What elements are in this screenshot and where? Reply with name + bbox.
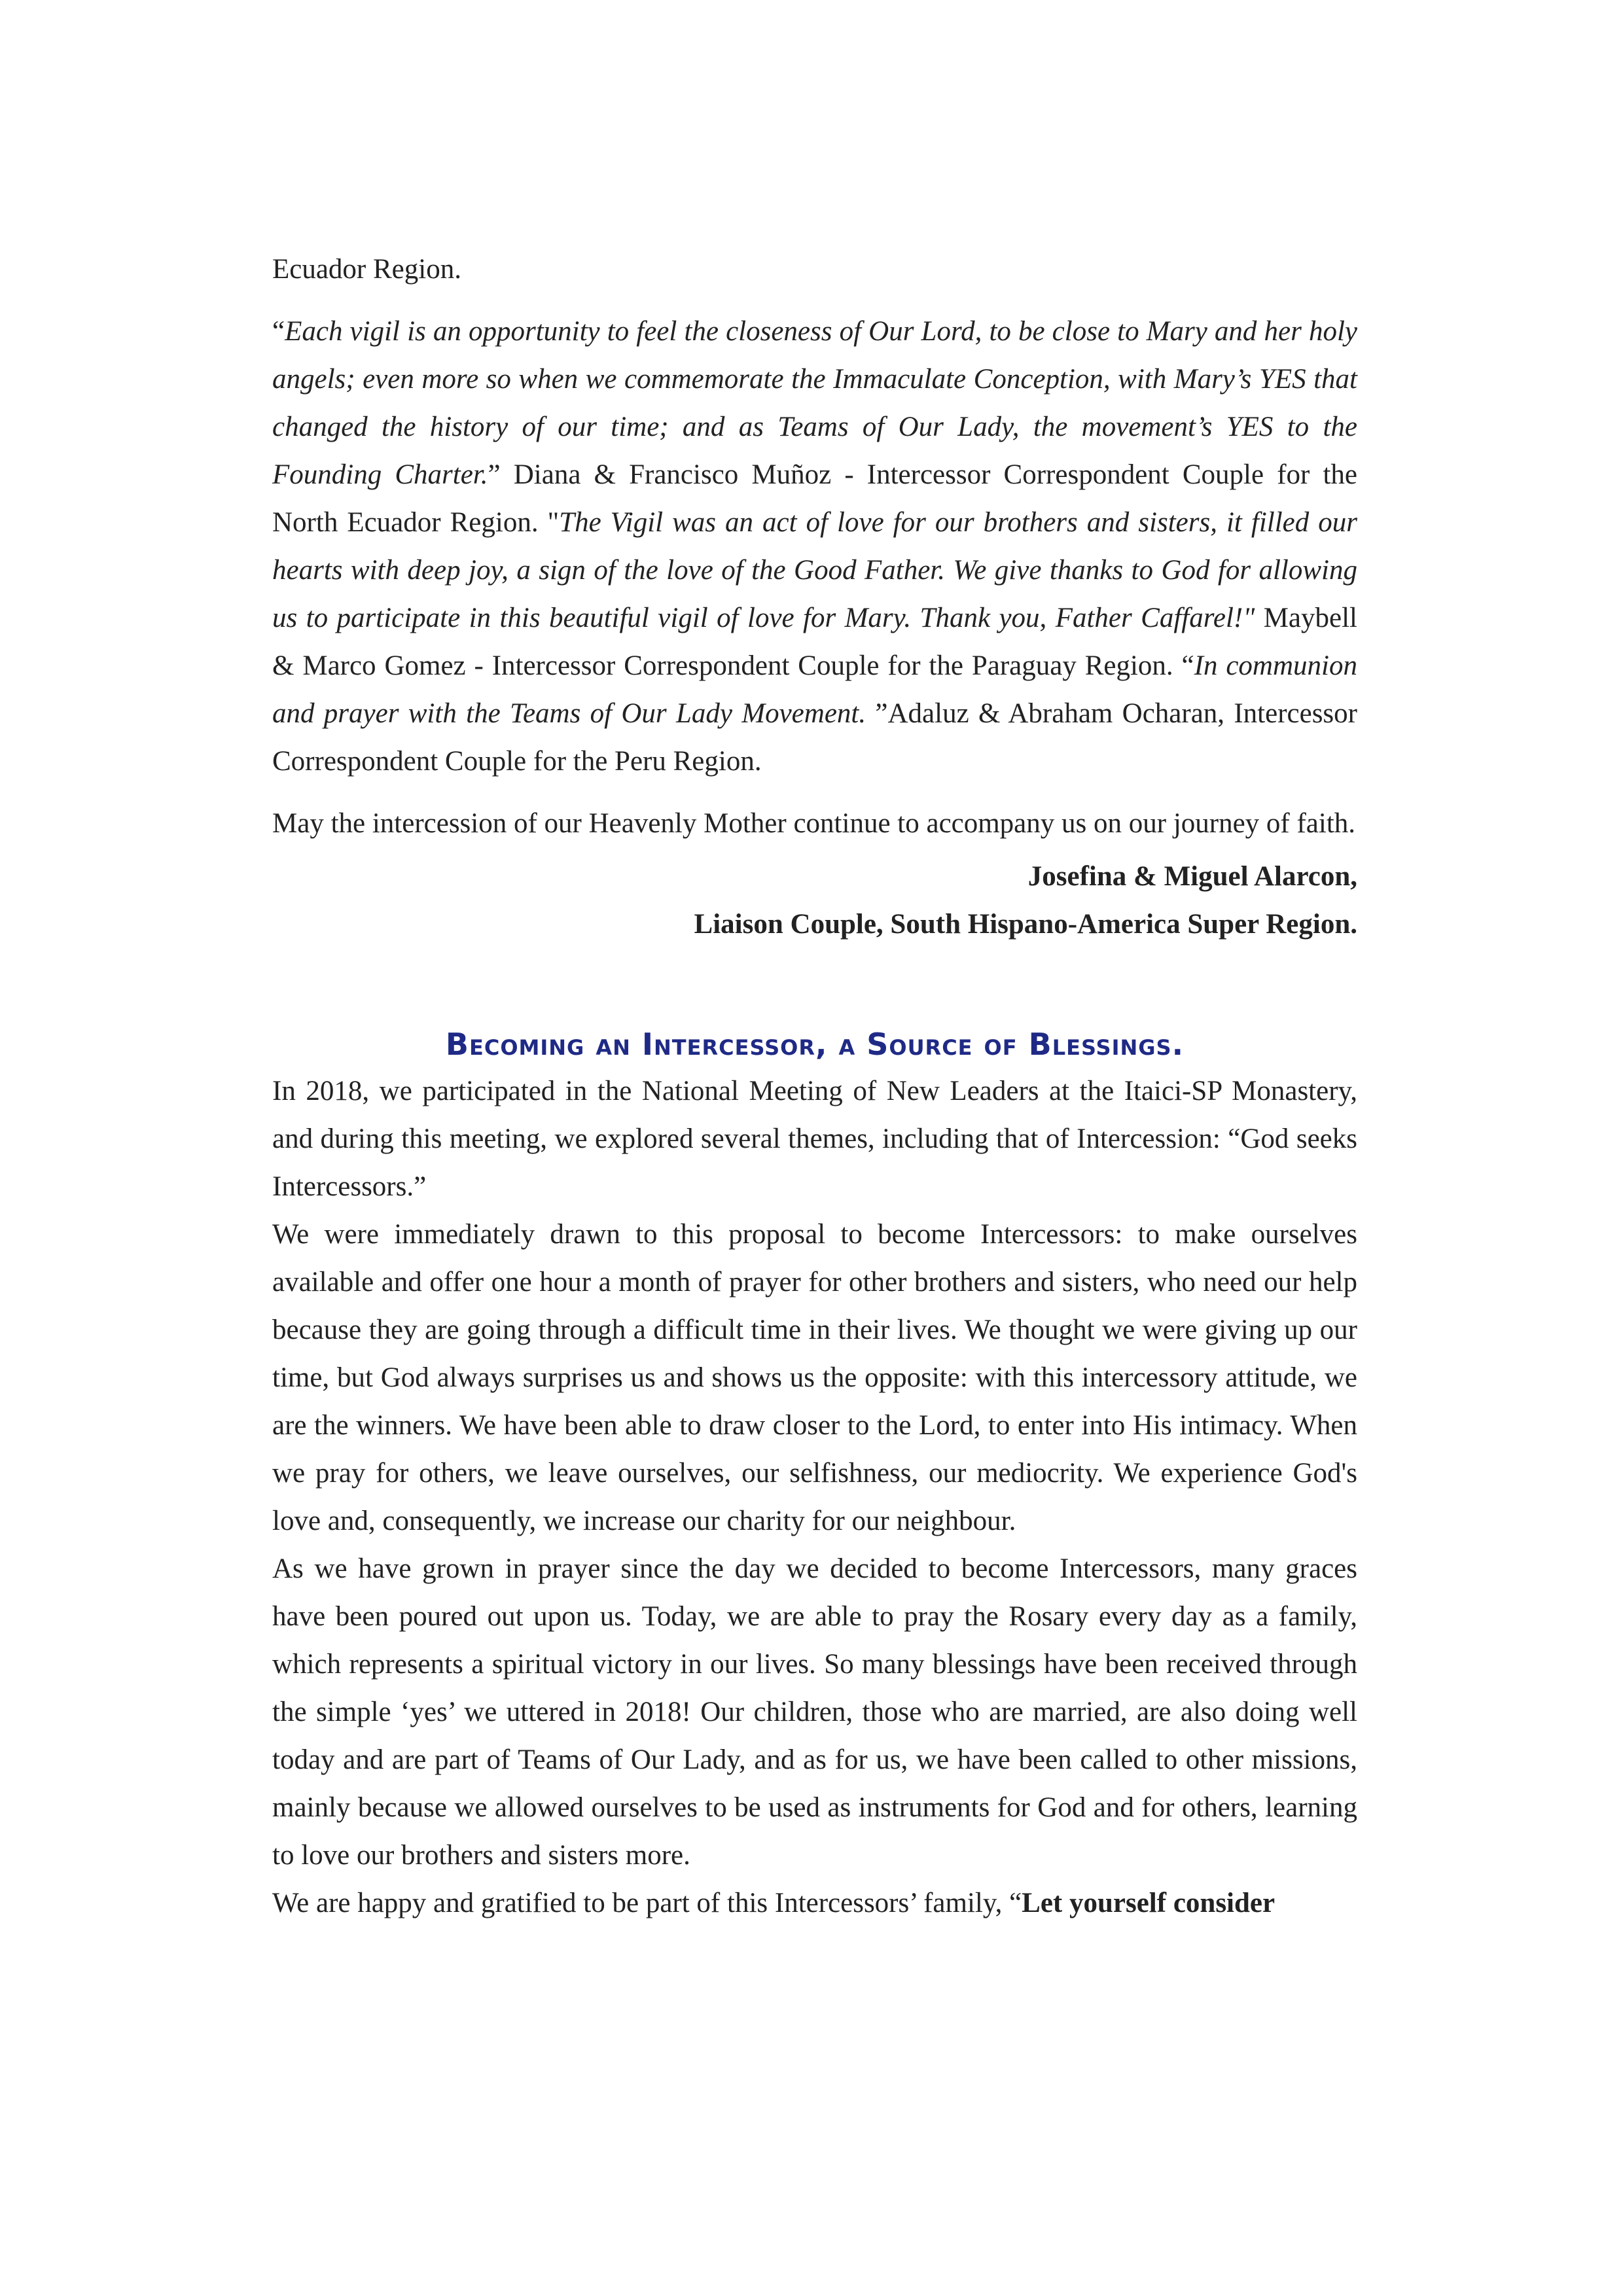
quote-peru: In communion and prayer with the Teams of Our Lady Movement.: [272, 650, 1357, 729]
closing-paragraph: May the intercession of our Heavenly Mother continue to accompany us on our journey of faith.: [272, 808, 1356, 839]
quote-ecuador: Each vigil is an opportunity to feel the closeness of Our Lord, to be close to Mary and her holy angels; even more so when we commemorate the Immaculate Conception, with Mary’s YES that changed the history of our time; and as Teams of Our Lady, the movement’s YES to the Founding Charter.: [272, 316, 1357, 490]
signature-names: Josefina & Miguel Alarcon,: [1027, 861, 1357, 892]
body-paragraph-2: We were immediately drawn to this proposal to become Intercessors: to make ourselves available and offer one hour a month of prayer for other brothers and sisters, who need our help because they are going through a difficult time in their lives. We thought we were giving up our time, but God always surprises us and shows us the opposite: with this intercessory attitude, we are the winners. We have been able to draw closer to the Lord, to enter into His intimacy. When we pray for others, we leave ourselves, our selfishness, our mediocrity. We experience God's love and, consequently, we increase our charity for our neighbour.: [272, 1219, 1357, 1536]
section-heading: Becoming an Intercessor, a Source of Blessings.: [445, 1027, 1185, 1062]
quote-paraguay: The Vigil was an act of love for our brothers and sisters, it filled our hearts with deep joy, a sign of the love of the Good Father. We give thanks to God for allowing us to participate in this beautiful vigil of love for Mary. Thank you, Father Caffarel!": [272, 507, 1357, 633]
body-paragraph-3: As we have grown in prayer since the day we decided to become Intercessors, many graces have been poured out upon us. Today, we are able to pray the Rosary every day as a family, which represents a spiritual victory in our lives. So many blessings have been received through the simple ‘yes’ we uttered in 2018! Our children, those who are married, are also doing well today and are part of Teams of Our Lady, and as for us, we have been called to other missions, mainly because we allowed ourselves to be used as instruments for God and for others, learning to love our brothers and sisters more.: [272, 1553, 1357, 1871]
testimonies-paragraph: [272, 308, 1357, 785]
body-paragraph-4: [272, 1879, 1357, 1927]
signature-role: Liaison Couple, South Hispano-America Super Region.: [694, 909, 1357, 940]
attribution-peru: ”Adaluz & Abraham Ocharan, Intercessor Correspondent Couple for the Peru Region.: [272, 698, 1357, 777]
quote-mark: ": [547, 507, 560, 538]
attribution-paraguay: Maybell & Marco Gomez - Intercessor Correspondent Couple for the Paraguay Region. “: [272, 603, 1357, 681]
body-paragraph-1: In 2018, we participated in the National Meeting of New Leaders at the Itaici-SP Monastery, and during this meeting, we explored several themes, including that of Intercession: “God seeks Intercessors.”: [272, 1076, 1357, 1202]
quote-mark: “: [272, 316, 285, 347]
document-page: [272, 245, 1357, 1927]
body-paragraph-4-bold: Let yourself consider: [1022, 1888, 1275, 1918]
intro-line: Ecuador Region.: [272, 254, 461, 285]
body-paragraph-4-text: We are happy and gratified to be part of this Intercessors’ family, “: [272, 1888, 1022, 1918]
attribution-ecuador: ” Diana & Francisco Muñoz - Intercessor Correspondent Couple for the North Ecuador Region.: [272, 459, 1357, 538]
